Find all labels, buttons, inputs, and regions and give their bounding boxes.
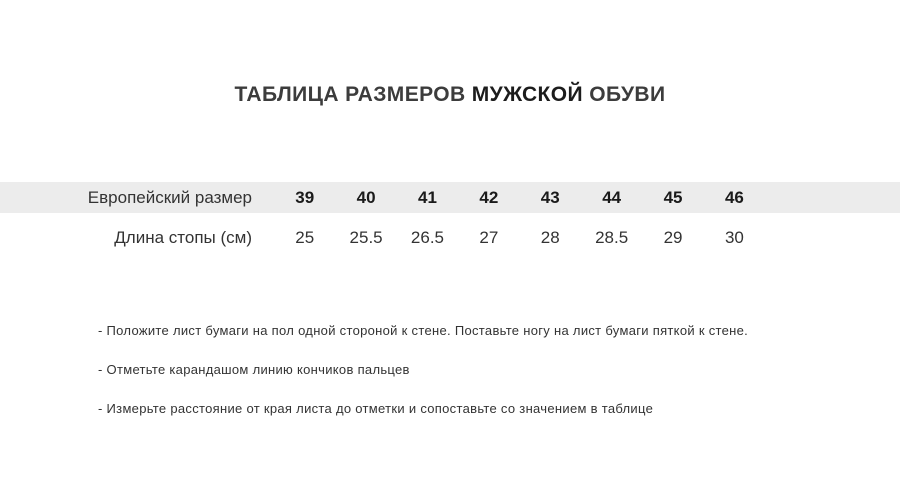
row-label-european-size: Европейский размер — [87, 187, 252, 207]
size-value: 46 — [724, 187, 744, 207]
foot-length-value: 25 — [295, 228, 315, 247]
page-title-prefix: ТАБЛИЦА РАЗМЕРОВ — [234, 83, 472, 106]
foot-length-value: 30 — [724, 228, 744, 247]
size-value: 40 — [356, 187, 376, 207]
measurement-instructions — [98, 322, 858, 439]
size-value: 42 — [479, 187, 499, 207]
instruction-step: - Положите лист бумаги на пол одной стороной к стене. Поставьте ногу на лист бумаги пяткой к стене. — [98, 323, 749, 338]
size-value: 41 — [418, 187, 437, 207]
foot-length-value: 29 — [663, 228, 683, 247]
size-value: 45 — [663, 187, 683, 207]
instruction-step: - Измерьте расстояние от края листа до отметки и сопоставьте со значением в таблице — [98, 401, 654, 416]
foot-length-value: 28.5 — [595, 228, 629, 247]
size-table-values-row — [0, 213, 900, 263]
row-label-foot-length: Длина стопы (см) — [114, 228, 252, 247]
instruction-step: - Отметьте карандашом линию кончиков пальцев — [98, 362, 410, 377]
size-table-header-row — [0, 182, 900, 213]
foot-length-value: 25.5 — [349, 228, 383, 247]
page-title — [0, 83, 900, 107]
size-value: 43 — [540, 187, 560, 207]
page-title-emphasis: МУЖСКОЙ — [471, 83, 584, 106]
foot-length-value: 26.5 — [410, 228, 445, 247]
page-title-suffix: ОБУВИ — [583, 83, 666, 106]
foot-length-value: 27 — [479, 228, 499, 247]
size-value: 44 — [602, 187, 622, 207]
foot-length-value: 28 — [540, 228, 560, 247]
size-value: 39 — [295, 187, 315, 207]
